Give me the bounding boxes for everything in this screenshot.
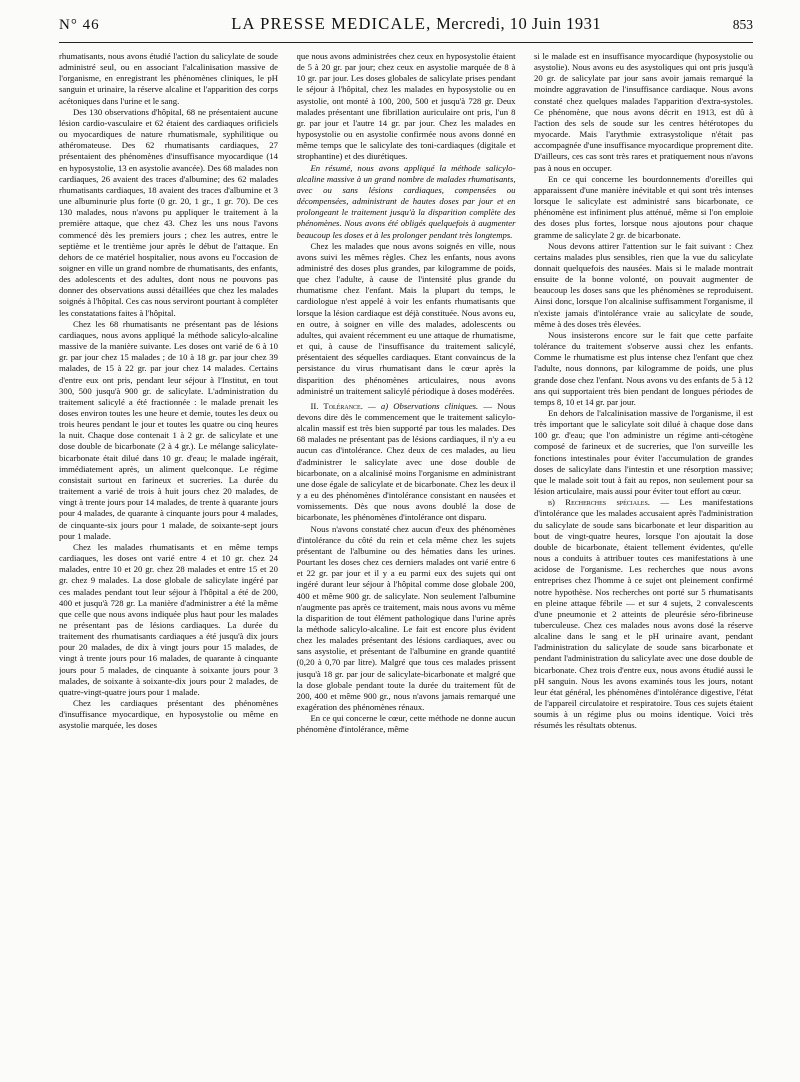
header-rule: [59, 42, 753, 43]
column-3: [534, 51, 753, 1081]
paragraph: Chez les malades que nous avons soignés en ville, nous avons suivi les mêmes règles. Chez les enfants, nous avons administré des doses plus grandes, par kilogramme de poids, que chez l'adulte, à cause de l'intensité plus grande du rhumatisme chez l'enfant. Mais la plupart du temps, le cardiologue n'est appelé à voir les enfants rhumatisants que lorsque la lésion cardiaque est déjà constituée. Nous avons eu, en outre, à soigner en ville des malades, adolescents ou adultes, qui avaient récemment eu une attaque de rhumatisme, et qui, à cause de l'insuffisance du traitement salicylé, présentaient des séquelles cardiaques. Etant convaincus de la persistance du virus rhumatisant dans le cœur après la disparition des phénomènes articulaires, nous avons administré un traitement salicylé périodique à doses modérées.: [296, 240, 516, 396]
summary-paragraph: [297, 163, 516, 241]
paragraph: Chez les 68 rhumatisants ne présentant pas de lésions cardiaques, nous avons appliqué la méthode salicylo-alcaline massive de la manière suivante. Les doses ont varié de 6 à 10 gr. par jour chez 15 malades ; de 10 à 18 gr. par jour chez 39 malades, de 15 à 22 gr. par jour chez 14 malades. Certains d'entre eux ont pris, pendant leur séjour à l'Institut, en tout 300, 500 jusqu'à 900 gr. de salicylate. L'administration du traitement salicylé a été fractionnée : le malade prenait les doses environ toutes les une heure et demie, toutes les deux ou trois heures pendant le jour et toutes les quatre ou cinq heures la nuit. Chaque dose contenait 1 à 2 gr. de salicylate et une dose double de bicarbonate (2 à 4 gr.). Le mélange salicylate-bicarbonate était dilué dans 10 gr. d'eau; le malade ingérait, immédiatement après, un aliment quelconque. Le régime consistait surtout en farineux et sucreries. La durée du traitement a varié de trois à huit jours chez 20 malades, de vingt à trente jours pour 14 malades, de trente à quarante jours pour 4 malades, de quarante à cinquante jours pour 4 malades, de cinquante-six jours pour 1 malade, de soixante-sept jours pour 1 malade.: [59, 318, 278, 541]
paragraph: En dehors de l'alcalinisation massive de l'organisme, il est très important que le salicylate soit dilué à chaque dose dans 100 gr. d'eau; que l'on administre un régime anti-cétogène composé de farineux et de sucreries, que l'on surveille les fonctions intestinales pour éviter l'accumulation de grandes doses de salicylate dans l'intestin et une résorption massive; que le malade soit tout à fait au repos, non seulement pour sa lésion articulaire, mais aussi pour éviter tout effort au cœur.: [534, 408, 753, 497]
issue-date: Mercredi, 10 Juin 1931: [436, 14, 602, 33]
column-1: [59, 51, 278, 1081]
paragraph: Des 130 observations d'hôpital, 68 ne présentaient aucune lésion cardio-vasculaire et 62 étaient des cardiaques orificiels ou myocardiques de nature rhumatismale, syphilitique ou athéromateuse. Des 62 rhumatisants cardiaques, 27 présentaient des phénomènes d'insuffisance myocardique (14 en hyposystolie, 13 en asystolie avancée). Des 68 malades non cardiaques, 26 avaient des traces d'albumine; des 62 malades rhumatisants cardiaques, 18 avaient des traces d'albumine et 3 une albuminurie plus forte (0 gr. 20, 1 gr., 1 gr. 70). De ces 130 malades, nous n'avons pu appliquer le traitement à la première attaque, que chez 43. Chez les uns nous l'avons commencé dès les premiers jours ; chez les autres, entre le septième et le trentième jour après le début de l'attaque. En dehors de ce matériel hospitalier, nous avons eu l'occasion de soigner en ville un grand nombre de rhumatisants, des enfants, des adolescents et des adultes, dont nous ne pouvons pas donner des observations aussi détaillées que chez les malades soignés à l'hôpital. Ces cas nous serviront pourtant à compléter les constatations faites à l'hôpital.: [59, 106, 278, 318]
column-2: [297, 51, 516, 1081]
journal-title: [231, 14, 601, 34]
paragraph: Nous devons attirer l'attention sur le fait suivant : Chez certains malades plus sensibles, rien que la vue du salicylate donnait quelquefois des nausées. Mais si le malade montrait ensuite de la bonne volonté, on pouvait augmenter de beaucoup les doses sans que les phénomènes se reproduisent. Ainsi donc, lorsque l'on alcalinise suffisamment l'organisme, il n'existe jamais d'intolérance vraie au salicylate de soude, même à des doses très élevées.: [534, 240, 753, 329]
subsection-heading: — a) Observations cliniques.: [368, 400, 479, 411]
paragraph: Nous insisterons encore sur le fait que cette parfaite tolérance du traitement s'observe aussi chez les enfants. Comme le rhumatisme est plus intense chez l'enfant que chez l'adulte, nous donnons, par kilogramme de poids, une plus grande dose chez l'enfant. Nous avons vu des enfants de 5 à 12 ans qui supportaient très bien pendant de longues périodes de temps 8, 10 et 14 gr. par jour.: [534, 329, 753, 407]
paragraph: En ce qui concerne le cœur, cette méthode ne donne aucun phénomène d'intolérance, même: [296, 713, 516, 735]
section-tolerance: [297, 401, 516, 524]
summary-text: En résumé, nous avons appliqué la méthode salicylo-alcaline massive à un grand nombre de malades rhumatisants, avec ou sans lésions cardiaques, compensées ou décompensées, administrant de hautes doses par jour et en prolongeant le traitement jusqu'à la disparition complète des phénomènes. Nous avons été obligés quelquefois à augmenter beaucoup les doses et à les prolonger pendant très longtemps.: [296, 162, 516, 240]
paragraph: En ce qui concerne les bourdonnements d'oreilles qui apparaissent d'une manière inévitable et qui sont très intenses lorsque le salicylate est administré sans bicarbonate, ce phénomène est infiniment plus atténué, même si l'on emploie des doses plus fortes, lorsque nous ajoutons pour chaque gramme de salicylate 2 gr. de bicarbonate.: [534, 173, 753, 240]
page-number: 853: [732, 17, 753, 32]
paragraph: si le malade est en insuffisance myocardique (hyposystolie ou asystolie). Nous avons eu des asystoliques qui ont pris jusqu'à 20 gr. de salicylate par jour sans avoir jamais remarqué la moindre aggravation de l'insuffisance cardiaque. Nous avons constaté chez quelques malades l'apparition d'extra-systoles. Ce phénomène, que nous avons décrit en 1913, est dû à l'action des sels de soude sur les centres hétérotopes du myocarde. Mais l'arythmie extrasystolique n'était pas accompagnée d'une insuffisance myocardique proprement dite. D'ailleurs, ces cas sont très rares et pratiquement nous n'avons pas à nous en occuper.: [534, 51, 753, 173]
paragraph: rhumatisants, nous avons étudié l'action du salicylate de soude administré seul, ou en associant l'alcalinisation massive de l'organisme, en enregistrant les phénomènes cliniques, le pH sanguin et urinaire, la réserve alcaline et l'apparition des corps acétoniques dans l'urine et le sang.: [59, 51, 278, 106]
journal-name: LA PRESSE MEDICALE,: [231, 14, 432, 33]
section-heading: II. Tolérance.: [310, 400, 363, 411]
article-body: [59, 51, 753, 1081]
section-text: — Nous devons dire dès le commencement que le traitement salicylo-alcalin massif est très bien supporté par tous les malades. Des 68 malades ne présentant pas de lésions cardiaques, il n'y a eu aucun cas d'intolérance. Chez deux de ces malades, au lieu d'administrer le salicylate avec une dose double de bicarbonate, on a alcalinisé moins l'organisme en administrant une dose égale de salicylate et de bicarbonate. Chez les deux il y a eu des phénomènes d'intolérance consistant en nausées et vomissements. Dès que nous avons doublé la dose de bicarbonate, les phénomènes d'intolérance ont disparu.: [296, 400, 516, 523]
issue-number: N° 46: [59, 17, 100, 33]
section-text: — Les manifestations d'intolérance que les malades accusaient après l'administration du salicylate de soude sans bicarbonate et leur disparition au bout de vingt-quatre heures, lorsque l'on ajoutait la dose double de bicarbonate, étaient tellement évidentes, qu'elle nous a conduits à attribuer toutes ces manifestations à une acidose de l'organisme. Les recherches que nous avons entreprises chez l'homme à ce sujet ont pleinement confirmé notre hypothèse. Nos recherches ont porté sur 5 rhumatisants en pleine attaque fébrile — et sur 4 sujets, 2 convalescents d'une pneumonie et 2 atteints de pleurésie séro-fibrineuse tuberculeuse. Chez ces malades nous avons dosé la réserve alcaline dans le sang et le pH urinaire avant, pendant l'administration du salicylate de soude sans bicarbonate et pendant l'administration du salicylate avec une dose double de bicarbonate. Chez trois d'entre eux, nous avons étudié aussi le pH sanguin. Nous les avons examinés tous les jours, notant leur état général, les phénomènes d'intolérance digestive, l'état de l'appareil circulatoire et respiratoire. Tous ces sujets étaient soumis à un régime plus ou moins identique. Voici très résumés les résultats obtenus.: [534, 497, 753, 731]
paragraph: Nous n'avons constaté chez aucun d'eux des phénomènes d'intolérance du côté du rein et cela même chez les sujets présentant de l'albumine ou des hématies dans les urines. Pourtant les doses chez ces derniers malades ont varié entre 6 et 22 gr. par jour et il y a eu parmi eux des sujets qui ont ingéré durant leur séjour à l'hôpital comme dose globale 200, 400 et même 900 gr. de salicylate. Non seulement l'albumine n'augmente pas après ce traitement, mais nous avons vu même la disparition de tout élément pathologique dans l'urine après la méthode salicylo-alcaline. Le fait est encore plus évident chez les malades présentant des lésions cardiaques, avec ou sans asystolie, et présentant de l'albumine en grande quantité (0,20 à 0,70 par litre). Malgré que tous ces malades prissent jusqu'à 18 gr. par jour de salicylate-bicarbonate et malgré que la dose globale pendant toute la durée du traitement fût de 200, 400 et même 900 gr., nous n'avons jamais remarqué une exagération des phénomènes rénaux.: [296, 523, 516, 713]
section-special-research: [534, 497, 753, 731]
running-header: [59, 14, 753, 36]
subsection-heading: b) Recherches spéciales.: [548, 497, 650, 508]
paragraph: Chez les cardiaques présentant des phénomènes d'insuffisance myocardique, en hyposystolie ou même en asystolie marquée, les doses: [59, 698, 278, 731]
paragraph: Chez les malades rhumatisants et en même temps cardiaques, les doses ont varié entre 4 et 10 gr. chez 24 malades, entre 10 et 20 gr. chez 28 malades et entre 15 et 20 gr. chez 9 malades. La dose globale de salicylate ingéré par ces malades pendant tout leur séjour à l'hôpital a été de 200, 400 et jusqu'à 728 gr. La manière d'administrer a été la même que celle que nous avons indiquée plus haut pour les malades ne présentant pas de lésions cardiaques. La durée du traitement des rhumatisants cardiaques a été jusqu'à dix jours pour 20 malades, de dix à vingt jours pour 15 malades, de vingt à trente jours pour 16 malades, de quarante à cinquante jours pour 5 malades, de cinquante à soixante jours pour 3 malades, de soixante à soixante-dix jours pour 2 malades, de quatre-vingt-quatre jours pour 1 malade.: [59, 541, 278, 697]
paragraph: que nous avons administrées chez ceux en hyposystolie étaient de 5 à 20 gr. par jour; chez ceux en asystolie marquée de 8 à 10 gr. par jour. Les doses globales de salicylate prises pendant le séjour à l'hôpital, chez les malades en hyposystolie ou en asystolie, ont monté à 100, 200, 500 et jusqu'à 728 gr. Deux malades présentant une fibrillation auriculaire ont pris, l'un 8 gr. par jour et l'autre 14 gr. par jour. Chez les malades en hyposystolie ou en asystolie confirmée nous avons donné en même temps que le salicylate des toni-cardiaques (digitale et strophantine) et des diurétiques.: [296, 51, 516, 162]
